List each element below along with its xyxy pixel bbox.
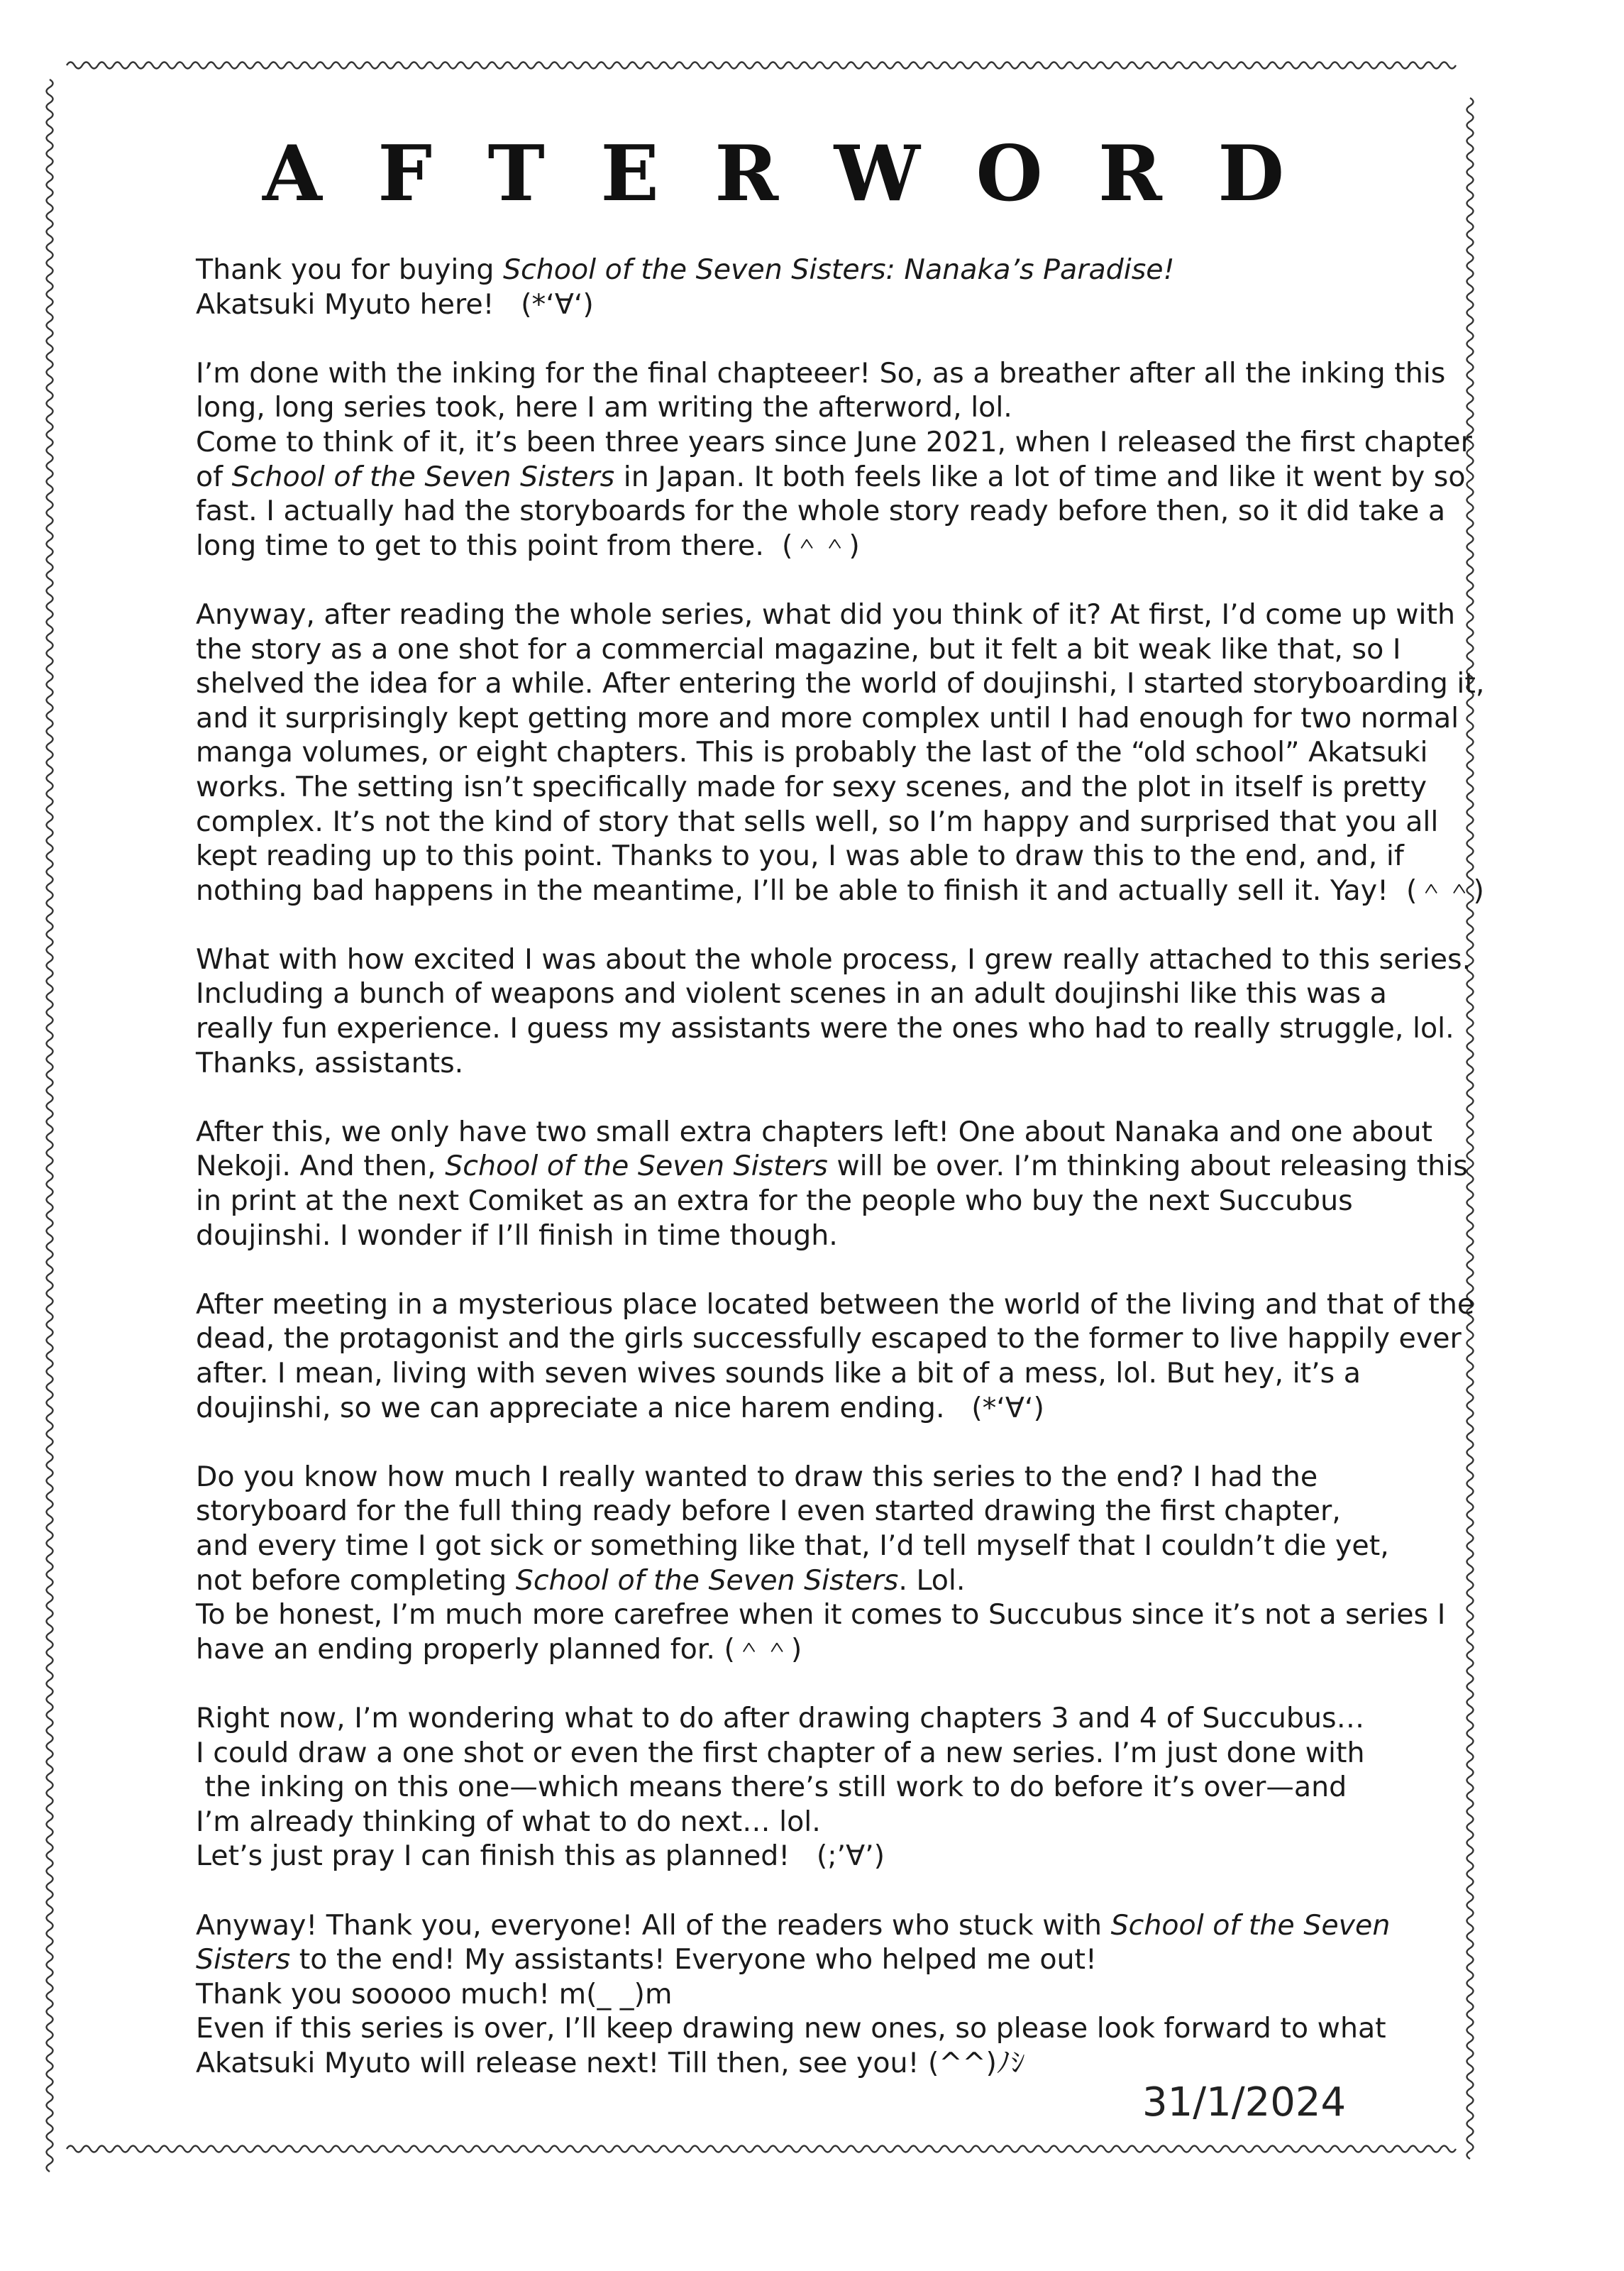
text-line (196, 977, 1430, 1011)
italic-title-text: School of the Seven (1110, 1908, 1391, 1942)
italic-title-text: Sisters (196, 1943, 291, 1976)
text-line (196, 494, 1446, 529)
text-run: in print at the next Comiket as an extra for the people who buy the next Succubus (196, 1184, 1353, 1218)
text-line (196, 1563, 1430, 1598)
paragraph (196, 1287, 1475, 1425)
text-line (196, 805, 1439, 840)
text-run: What with how excited I was about the whole process, I grew really attached to this series. (196, 942, 1471, 976)
text-run: manga volumes, or eight chapters. This is probably the last of the “old school” Akatsuki (196, 736, 1428, 769)
text-run: Akatsuki Myuto here! (*‘∀‘) (196, 287, 594, 321)
border-top (67, 62, 1456, 69)
paragraph (196, 1701, 1430, 1874)
paragraph (196, 253, 1430, 321)
text-run: . Lol. (898, 1563, 966, 1597)
italic-title-text: School of the Seven Sisters (445, 1150, 828, 1183)
text-line (196, 390, 1430, 425)
text-run: I’m done with the inking for the final chapteeer! So, as a breather after all the inking this (196, 356, 1446, 390)
text-line (196, 1011, 1454, 1046)
text-run: Akatsuki Myuto will release next! Till then, see you! (^^)ﾉｼ (196, 2046, 1025, 2079)
text-run: After this, we only have two small extra chapters left! One about Nanaka and one about (196, 1115, 1432, 1148)
text-line (196, 1184, 1430, 1219)
text-line (196, 839, 1430, 874)
text-run: Thank you for buying (196, 253, 503, 286)
text-line (196, 735, 1430, 770)
text-run: in Japan. It both feels like a lot of time and like it went by so (614, 460, 1466, 493)
text-run: long, long series took, here I am writing the afterword, lol. (196, 391, 1012, 424)
text-run: Do you know how much I really wanted to draw this series to the end? I had the (196, 1460, 1318, 1493)
text-run: really fun experience. I guess my assistants were the ones who had to really struggle, lol. (196, 1012, 1454, 1045)
text-run: fast. I actually had the storyboards for the whole story ready before then, so it did take a (196, 495, 1446, 528)
text-run: I could draw a one shot or even the first chapter of a new series. I’m just done with (196, 1736, 1365, 1769)
text-line (196, 1908, 1430, 1943)
text-line (196, 460, 1466, 495)
text-line (196, 1977, 1430, 2012)
signature-date: 31/1/2024 (1142, 2079, 1347, 2126)
text-line (196, 2011, 1430, 2046)
text-line (196, 1839, 1430, 1874)
text-run: I’m already thinking of what to do next… lol. (196, 1805, 821, 1838)
text-run: Nekoji. And then, (196, 1150, 446, 1183)
text-run: and every time I got sick or something like that, I’d tell myself that I couldn’t die yet, (196, 1529, 1389, 1562)
border-bottom (67, 2146, 1456, 2152)
text-run: shelved the idea for a while. After entering the world of doujinshi, I started storyboarding it, (196, 667, 1485, 700)
text-line (196, 1391, 1430, 1426)
text-run: Right now, I’m wondering what to do after drawing chapters 3 and 4 of Succubus… (196, 1701, 1365, 1734)
title-letter: F (377, 129, 433, 219)
paragraph (196, 942, 1471, 1080)
title-letter: O (976, 129, 1043, 219)
italic-title-text: School of the Seven Sisters: Nanaka’s Paradise! (502, 253, 1175, 286)
text-line (196, 1115, 1430, 1150)
text-run: Including a bunch of weapons and violent scenes in an adult doujinshi like this was a (196, 977, 1387, 1011)
text-line (196, 942, 1471, 977)
border-left (47, 79, 53, 2172)
title-letter: W (834, 129, 920, 219)
text-run: To be honest, I’m much more carefree when it comes to Succubus since it’s not a series I (196, 1598, 1446, 1632)
text-line (196, 1046, 1430, 1081)
text-line (196, 1529, 1430, 1563)
title-letter: T (487, 129, 545, 219)
afterword-body (196, 253, 1485, 2115)
text-line (196, 529, 1430, 563)
italic-title-text: School of the Seven Sisters (231, 460, 615, 493)
text-line (196, 770, 1430, 805)
paragraph (196, 1115, 1468, 1253)
text-line (196, 1149, 1468, 1184)
title-letter: R (714, 129, 779, 219)
title-letter: A (263, 129, 322, 219)
paragraph (196, 1460, 1446, 1667)
text-run: to the end! My assistants! Everyone who helped me out! (290, 1943, 1097, 1976)
text-line (196, 666, 1485, 701)
text-line (196, 1701, 1430, 1736)
text-line (196, 2046, 1430, 2081)
text-line (196, 1287, 1475, 1322)
text-run: storyboard for the full thing ready before I even started drawing the first chapter, (196, 1495, 1341, 1528)
text-line (196, 287, 1430, 322)
text-line (196, 425, 1472, 460)
text-run: Anyway, after reading the whole series, what did you think of it? At first, I’d come up with (196, 598, 1455, 631)
text-line (196, 701, 1459, 736)
text-run: nothing bad happens in the meantime, I’ll be able to finish it and actually sell it. Yay! (＾＾) (196, 874, 1484, 907)
paragraph (196, 356, 1472, 563)
text-run: Even if this series is over, I’ll keep drawing new ones, so please look forward to what (196, 2012, 1386, 2045)
text-run: Come to think of it, it’s been three years since June 2021, when I released the first chapter (196, 425, 1472, 458)
text-run: of (196, 460, 232, 493)
text-run: and it surprisingly kept getting more and more complex until I had enough for two normal (196, 701, 1459, 735)
text-line (196, 1494, 1430, 1529)
text-run: the inking on this one—which means there’s still work to do before it’s over—and (196, 1771, 1347, 1804)
paragraph (196, 1908, 1430, 2081)
text-run: long time to get to this point from there. (＾＾) (196, 529, 860, 562)
text-run: doujinshi, so we can appreciate a nice harem ending. (*‘∀‘) (196, 1391, 1044, 1424)
text-run: works. The setting isn’t specifically made for sexy scenes, and the plot in itself is pretty (196, 770, 1427, 803)
text-run: dead, the protagonist and the girls successfully escaped to the former to live happily ever (196, 1322, 1462, 1356)
text-line (196, 1460, 1430, 1495)
text-run: doujinshi. I wonder if I’ll finish in time though. (196, 1219, 838, 1252)
text-run: the story as a one shot for a commercial magazine, but it felt a bit weak like that, so I (196, 632, 1401, 666)
text-run: not before completing (196, 1563, 516, 1597)
page-title (263, 128, 1284, 220)
text-run: will be over. I’m thinking about releasing this (827, 1150, 1468, 1183)
text-run: Thank you sooooo much! m(_ _)m (196, 1977, 673, 2011)
text-run: Let’s just pray I can finish this as planned! (;’∀’) (196, 1840, 885, 1873)
text-run: complex. It’s not the kind of story that sells well, so I’m happy and surprised that you all (196, 805, 1439, 838)
text-line (196, 253, 1430, 287)
border-right (1467, 98, 1474, 2159)
text-line (196, 1632, 1430, 1667)
text-line (196, 1356, 1430, 1391)
text-line (196, 598, 1455, 632)
italic-title-text: School of the Seven Sisters (515, 1563, 899, 1597)
text-line (196, 1942, 1430, 1977)
text-line (196, 1805, 1430, 1840)
text-line (196, 356, 1446, 391)
paragraph (196, 598, 1485, 908)
text-run: after. I mean, living with seven wives sounds like a bit of a mess, lol. But hey, it’s a (196, 1357, 1361, 1390)
text-line (196, 632, 1430, 667)
title-letter: D (1217, 129, 1284, 219)
title-letter: E (600, 129, 659, 219)
text-line (196, 1598, 1446, 1632)
text-run: Thanks, assistants. (196, 1046, 464, 1079)
text-line (196, 1219, 1430, 1253)
text-run: kept reading up to this point. Thanks to you, I was able to draw this to the end, and, if (196, 840, 1404, 873)
text-run: After meeting in a mysterious place located between the world of the living and that of the (196, 1287, 1475, 1321)
text-line (196, 1321, 1462, 1356)
text-line (196, 874, 1484, 908)
title-letter: R (1098, 129, 1162, 219)
text-run: Anyway! Thank you, everyone! All of the readers who stuck with (196, 1908, 1111, 1942)
text-run: have an ending properly planned for. (＾＾) (196, 1632, 802, 1666)
text-line (196, 1770, 1430, 1805)
text-line (196, 1736, 1430, 1771)
